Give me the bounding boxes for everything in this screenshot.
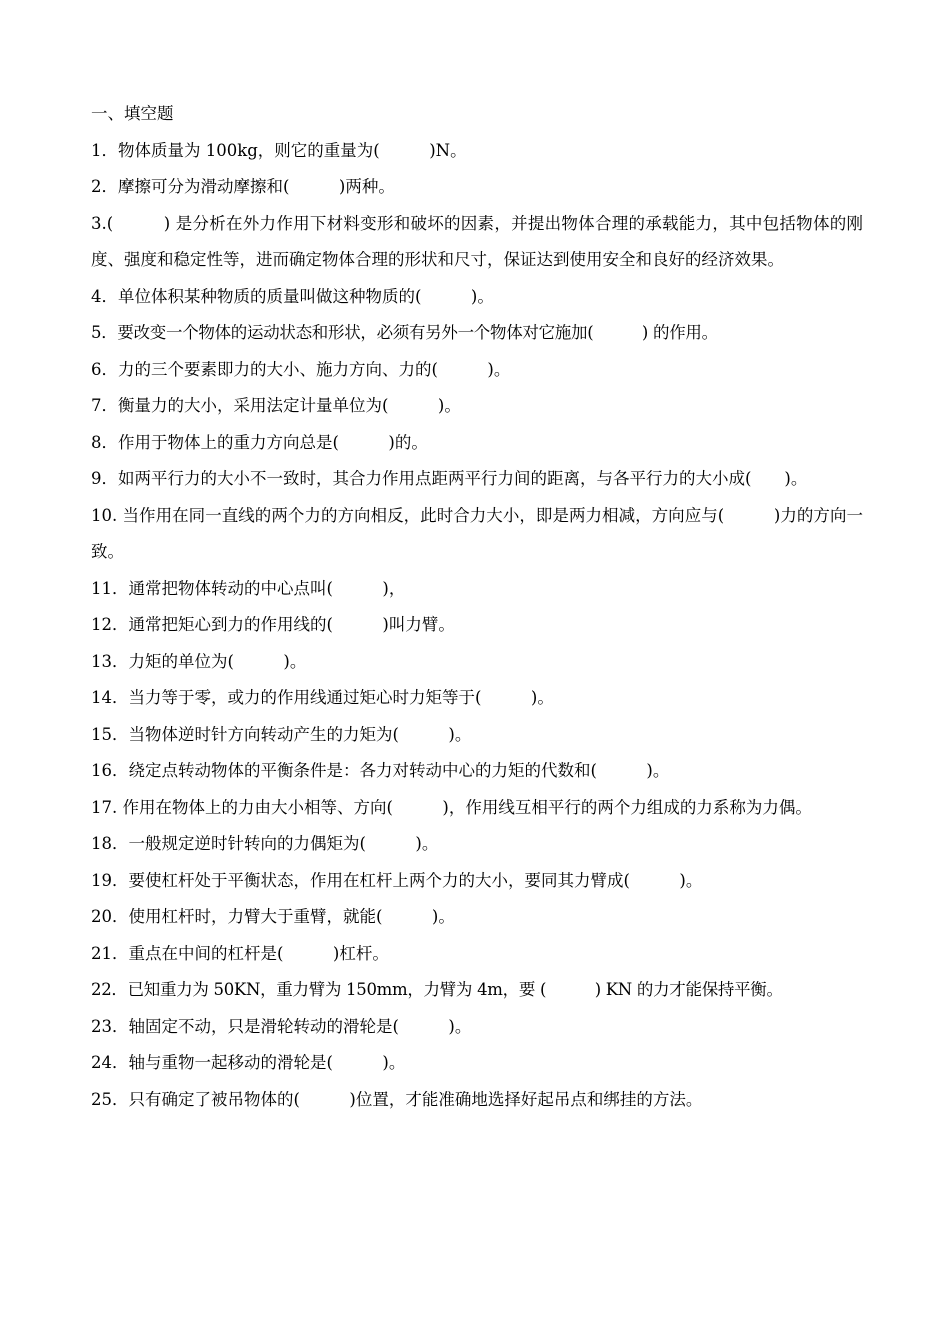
question-24: 24．轴与重物一起移动的滑轮是( )。 [91,1053,406,1072]
question-17: 17. 作用在物体上的力由大小相等、方向( )，作用线互相平行的两个力组成的力系称为力偶。 [91,797,812,817]
question-9: 9．如两平行力的大小不一致时，其合力作用点距两平行力间的距离，与各平行力的大小成( )。 [91,469,808,488]
question-12: 12．通常把矩心到力的作用线的( )叫力臂。 [91,615,455,634]
question-22: 22．已知重力为 50KN，重力臂为 150mm，力臂为 4m，要 ( ) KN 的力才能保持平衡。 [91,980,783,999]
document-page [91,96,863,1118]
question-15: 15．当物体逆时针方向转动产生的力矩为( )。 [91,724,472,744]
question-16: 16．绕定点转动物体的平衡条件是：各力对转动中心的力矩的代数和( )。 [91,761,670,780]
question-7: 7．衡量力的大小，采用法定计量单位为( )。 [91,396,461,415]
question-19: 19．要使杠杆处于平衡状态，作用在杠杆上两个力的大小，要同其力臂成( )。 [91,870,703,890]
section-title: 一、填空题 [91,104,174,123]
question-20: 20．使用杠杆时，力臂大于重臂，就能( )。 [91,907,455,926]
question-13: 13．力矩的单位为( )。 [91,651,307,671]
question-1: 1．物体质量为 100kg，则它的重量为( )N。 [91,140,467,160]
question-21: 21．重点在中间的杠杆是( )杠杆。 [91,943,389,963]
question-23: 23．轴固定不动，只是滑轮转动的滑轮是( )。 [91,1016,472,1036]
question-8: 8．作用于物体上的重力方向总是( )的。 [91,432,428,452]
question-4: 4．单位体积某种物质的质量叫做这种物质的( )。 [91,286,494,306]
question-6: 6．力的三个要素即力的大小、施力方向、力的( )。 [91,359,511,379]
question-10: 10. 当作用在同一直线的两个力的方向相反，此时合力大小，即是两力相减，方向应与( )力的方向一致。 [91,505,863,561]
question-11: 11．通常把物体转动的中心点叫( )， [91,578,406,598]
question-14: 14．当力等于零，或力的作用线通过矩心时力矩等于( )。 [91,688,554,707]
question-25: 25．只有确定了被吊物体的( )位置，才能准确地选择好起吊点和绑挂的方法。 [91,1089,703,1109]
question-5: 5．要改变一个物体的运动状态和形状，必须有另外一个物体对它施加( ) 的作用。 [91,323,718,342]
question-3: 3.( ) 是分析在外力作用下材料变形和破坏的因素，并提出物体合理的承载能力，其中包括物体的刚度、强度和稳定性等，进而确定物体合理的形状和尺寸，保证达到使用安全和良好的经济效果。 [91,213,863,269]
question-18: 18．一般规定逆时针转向的力偶矩为( )。 [91,834,439,853]
question-2: 2．摩擦可分为滑动摩擦和( )两种。 [91,177,395,196]
